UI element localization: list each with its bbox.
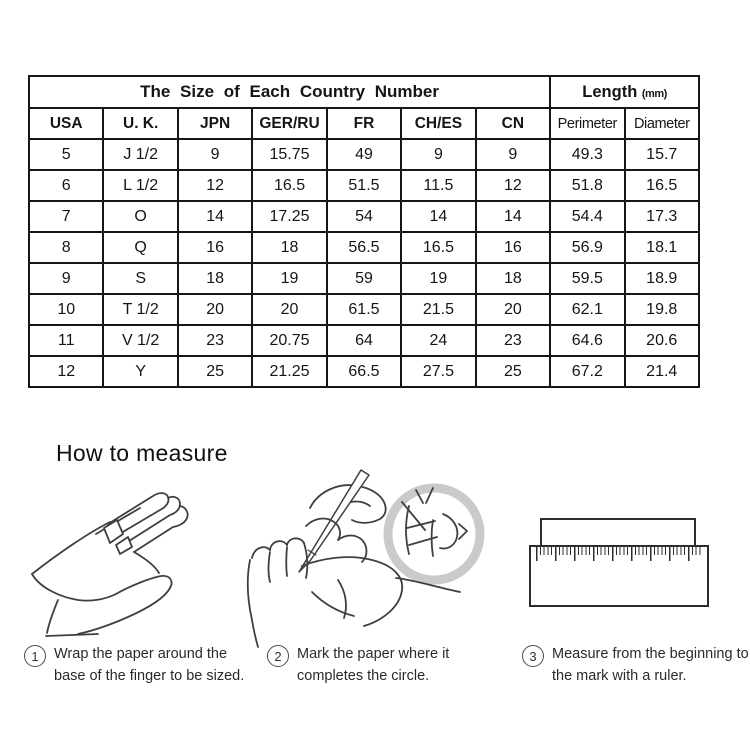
size-cell: 59 [327, 263, 401, 294]
column-header-jpn: JPN [178, 108, 252, 139]
size-cell: 20.6 [625, 325, 700, 356]
step-1-text [54, 644, 244, 688]
size-cell: 20.75 [252, 325, 326, 356]
size-cell: 23 [476, 325, 550, 356]
column-header-perimeter: Perimeter [550, 108, 624, 139]
size-cell: 11 [29, 325, 103, 356]
column-header-fr: FR [327, 108, 401, 139]
size-cell: 10 [29, 294, 103, 325]
size-cell: 20 [476, 294, 550, 325]
size-cell: 5 [29, 139, 103, 170]
size-cell: 25 [476, 356, 550, 387]
size-cell: 23 [178, 325, 252, 356]
size-cell: 14 [178, 201, 252, 232]
step-2-text [297, 644, 449, 688]
size-cell: J 1/2 [103, 139, 177, 170]
size-cell: S [103, 263, 177, 294]
table-row [29, 294, 699, 325]
size-cell: 54.4 [550, 201, 624, 232]
size-cell: 16.5 [252, 170, 326, 201]
step-3-line-2: the mark with a ruler. [552, 667, 687, 684]
step-2-line-2: completes the circle. [297, 667, 430, 684]
size-cell: 21.4 [625, 356, 700, 387]
size-cell: 20 [252, 294, 326, 325]
size-cell: T 1/2 [103, 294, 177, 325]
size-cell: 19 [252, 263, 326, 294]
step-3-text [552, 644, 749, 688]
size-cell: 56.9 [550, 232, 624, 263]
step-2-line-1: Mark the paper where it [297, 646, 450, 662]
size-cell: 64.6 [550, 325, 624, 356]
size-cell: 16.5 [401, 232, 475, 263]
size-cell: 54 [327, 201, 401, 232]
size-cell: V 1/2 [103, 325, 177, 356]
size-cell: 64 [327, 325, 401, 356]
size-cell: 21.25 [252, 356, 326, 387]
size-cell: 61.5 [327, 294, 401, 325]
hand-marking-pen-magnifier-icon [246, 462, 493, 648]
size-cell: 12 [476, 170, 550, 201]
size-cell: 19.8 [625, 294, 700, 325]
size-cell: 21.5 [401, 294, 475, 325]
size-cell: 7 [29, 201, 103, 232]
size-cell: L 1/2 [103, 170, 177, 201]
table-row [29, 170, 699, 201]
size-cell: 18 [252, 232, 326, 263]
column-header-uk: U. K. [103, 108, 177, 139]
size-cell: 59.5 [550, 263, 624, 294]
size-cell: Y [103, 356, 177, 387]
size-cell: 9 [401, 139, 475, 170]
size-cell: 18.1 [625, 232, 700, 263]
size-cell: 67.2 [550, 356, 624, 387]
column-header-usa: USA [29, 108, 103, 139]
length-unit-label: (mm) [641, 87, 667, 100]
size-cell: 18.9 [625, 263, 700, 294]
size-cell: 66.5 [327, 356, 401, 387]
size-cell: 9 [178, 139, 252, 170]
step-3-line-1: Measure from the beginning to [552, 646, 749, 662]
size-cell: 62.1 [550, 294, 624, 325]
ring-size-table [28, 75, 700, 388]
table-row [29, 201, 699, 232]
step-1-line-2: base of the finger to be sized. [54, 667, 245, 684]
size-cell: 18 [476, 263, 550, 294]
step-1-caption [24, 644, 244, 688]
size-cell: 6 [29, 170, 103, 201]
size-cell: 19 [401, 263, 475, 294]
length-header-label: Length [582, 82, 638, 101]
table-title-row [29, 76, 699, 108]
column-header-cn: CN [476, 108, 550, 139]
size-cell: 9 [476, 139, 550, 170]
size-cell: 20 [178, 294, 252, 325]
column-header-ger-ru: GER/RU [252, 108, 326, 139]
how-to-measure-heading: How to measure [56, 440, 228, 466]
size-cell: 18 [178, 263, 252, 294]
column-header-ch-es: CH/ES [401, 108, 475, 139]
size-cell: 51.5 [327, 170, 401, 201]
column-header-diameter: Diameter [625, 108, 700, 139]
size-cell: Q [103, 232, 177, 263]
size-cell: 14 [401, 201, 475, 232]
table-row [29, 325, 699, 356]
size-cell: 11.5 [401, 170, 475, 201]
length-header [550, 76, 699, 108]
size-cell: 15.7 [625, 139, 700, 170]
size-cell: 56.5 [327, 232, 401, 263]
size-cell: 27.5 [401, 356, 475, 387]
table-row [29, 263, 699, 294]
size-cell: 12 [29, 356, 103, 387]
size-cell: 16.5 [625, 170, 700, 201]
step-3-caption [522, 644, 749, 688]
size-cell: 16 [476, 232, 550, 263]
column-header-row [29, 108, 699, 139]
size-cell: 25 [178, 356, 252, 387]
step-2-caption [267, 644, 449, 688]
size-cell: 9 [29, 263, 103, 294]
size-cell: 51.8 [550, 170, 624, 201]
table-row [29, 139, 699, 170]
size-cell: 15.75 [252, 139, 326, 170]
step-3-number-badge: 3 [522, 645, 544, 667]
size-cell: O [103, 201, 177, 232]
size-cell: 24 [401, 325, 475, 356]
table-row [29, 356, 699, 387]
step-2-number-badge: 2 [267, 645, 289, 667]
size-cell: 8 [29, 232, 103, 263]
size-cell: 14 [476, 201, 550, 232]
table-row [29, 232, 699, 263]
size-cell: 12 [178, 170, 252, 201]
ruler-icon [529, 545, 709, 607]
size-cell: 17.3 [625, 201, 700, 232]
table-title: The Size of Each Country Number [29, 76, 550, 108]
size-cell: 16 [178, 232, 252, 263]
size-cell: 49.3 [550, 139, 624, 170]
size-cell: 49 [327, 139, 401, 170]
step-1-line-1: Wrap the paper around the [54, 646, 228, 662]
step-1-number-badge: 1 [24, 645, 46, 667]
hand-with-paper-strip-icon [12, 470, 240, 642]
size-cell: 17.25 [252, 201, 326, 232]
